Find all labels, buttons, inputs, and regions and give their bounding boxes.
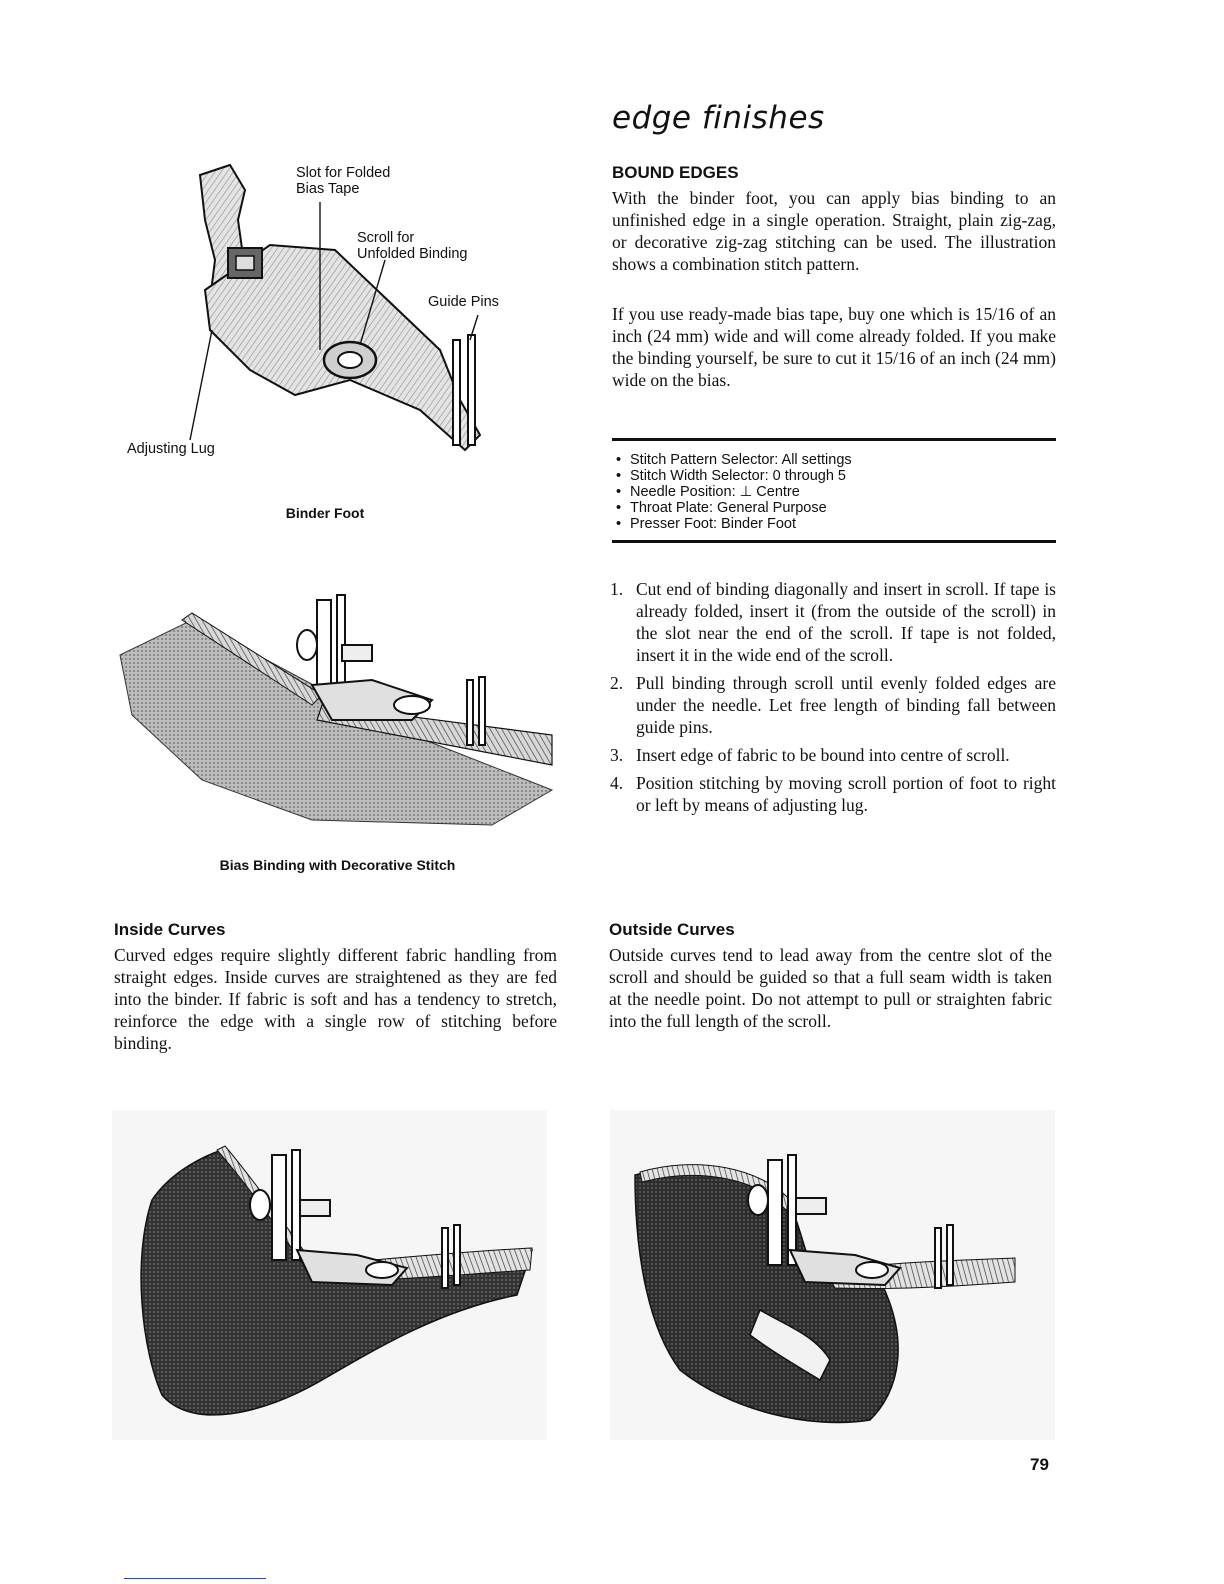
binder-foot-caption: Binder Foot [285, 505, 365, 521]
callout-scroll-line1: Scroll for [357, 230, 415, 246]
callout-slot-line2: Bias Tape [296, 181, 360, 197]
bottom-rule [124, 1578, 266, 1579]
setting-item: • Presser Foot: Binder Foot [612, 516, 852, 532]
step-number: 3. [610, 745, 624, 765]
binder-foot-illustration [120, 150, 530, 480]
step-text: Cut end of binding diagonally and insert in scroll. If tape is already folded, insert it (from the outside of the scroll) in the slot near the end of the scroll. If tape is not folded, insert it in the wide end of the scroll. [636, 579, 1056, 665]
step-number: 1. [610, 579, 624, 599]
bound-edges-paragraph-1: With the binder foot, you can apply bias binding to an unfinished edge in a single operation. Straight, plain zig-zag, or decorative zig-zag stitching can be used. The illustration shows a combination stitch pattern. [612, 188, 1056, 274]
step-item [610, 672, 1056, 738]
setting-item: • Stitch Pattern Selector: All settings [612, 452, 852, 468]
step-item [610, 578, 1056, 666]
inside-curves-heading: Inside Curves [114, 920, 226, 939]
callout-slot-line1: Slot for Folded [296, 165, 391, 181]
bias-binding-illustration [112, 585, 562, 830]
step-item [610, 772, 1056, 816]
setting-item: • Stitch Width Selector: 0 through 5 [612, 468, 852, 484]
step-number: 4. [610, 773, 624, 793]
callout-slot-folded [296, 165, 390, 197]
step-text: Pull binding through scroll until evenly folded edges are under the needle. Let free length of binding fall between guide pins. [636, 673, 1056, 737]
outside-curves-figure [610, 1110, 1055, 1440]
page-number: 79 [1030, 1455, 1049, 1474]
setting-item: • Needle Position: ⊥ Centre [612, 484, 852, 500]
inside-curves-illustration [112, 1110, 547, 1440]
binding-steps [610, 578, 1056, 822]
bound-edges-heading: BOUND EDGES [612, 163, 739, 182]
step-text: Insert edge of fabric to be bound into centre of scroll. [636, 745, 1010, 765]
settings-bottom-rule [612, 540, 1056, 543]
settings-top-rule [612, 438, 1056, 441]
step-text: Position stitching by moving scroll portion of foot to right or left by means of adjusting lug. [636, 773, 1056, 815]
setting-item: • Throat Plate: General Purpose [612, 500, 852, 516]
callout-adjusting-lug: Adjusting Lug [127, 441, 215, 457]
callout-scroll-unfolded [357, 230, 467, 262]
section-title: edge finishes [612, 100, 825, 136]
bias-binding-figure [112, 585, 562, 830]
outside-curves-illustration [610, 1110, 1055, 1440]
step-number: 2. [610, 673, 624, 693]
outside-curves-text: Outside curves tend to lead away from the centre slot of the scroll and should be guided so that a full seam width is taken at the needle point. Do not attempt to pull or straighten fabric into the full length of the scroll. [609, 945, 1052, 1031]
callout-scroll-line2: Unfolded Binding [357, 246, 468, 262]
outside-curves-heading: Outside Curves [609, 920, 735, 939]
bias-binding-caption: Bias Binding with Decorative Stitch [219, 857, 456, 873]
binder-foot-figure [120, 150, 530, 480]
inside-curves-figure [112, 1110, 547, 1440]
step-item [610, 744, 1056, 766]
machine-settings-list [612, 452, 852, 532]
bound-edges-paragraph-2: If you use ready-made bias tape, buy one which is 15/16 of an inch (24 mm) wide and will come already folded. If you make the binding yourself, be sure to cut it 15/16 of an inch (24 mm) wide on the bias. [612, 304, 1056, 390]
callout-guide-pins: Guide Pins [428, 294, 499, 310]
inside-curves-text: Curved edges require slightly different fabric handling from straight edges. Inside curves are straightened as they are fed into the binder. If fabric is soft and has a tendency to stretch, reinforce the edge with a single row of stitching before binding. [114, 945, 557, 1053]
